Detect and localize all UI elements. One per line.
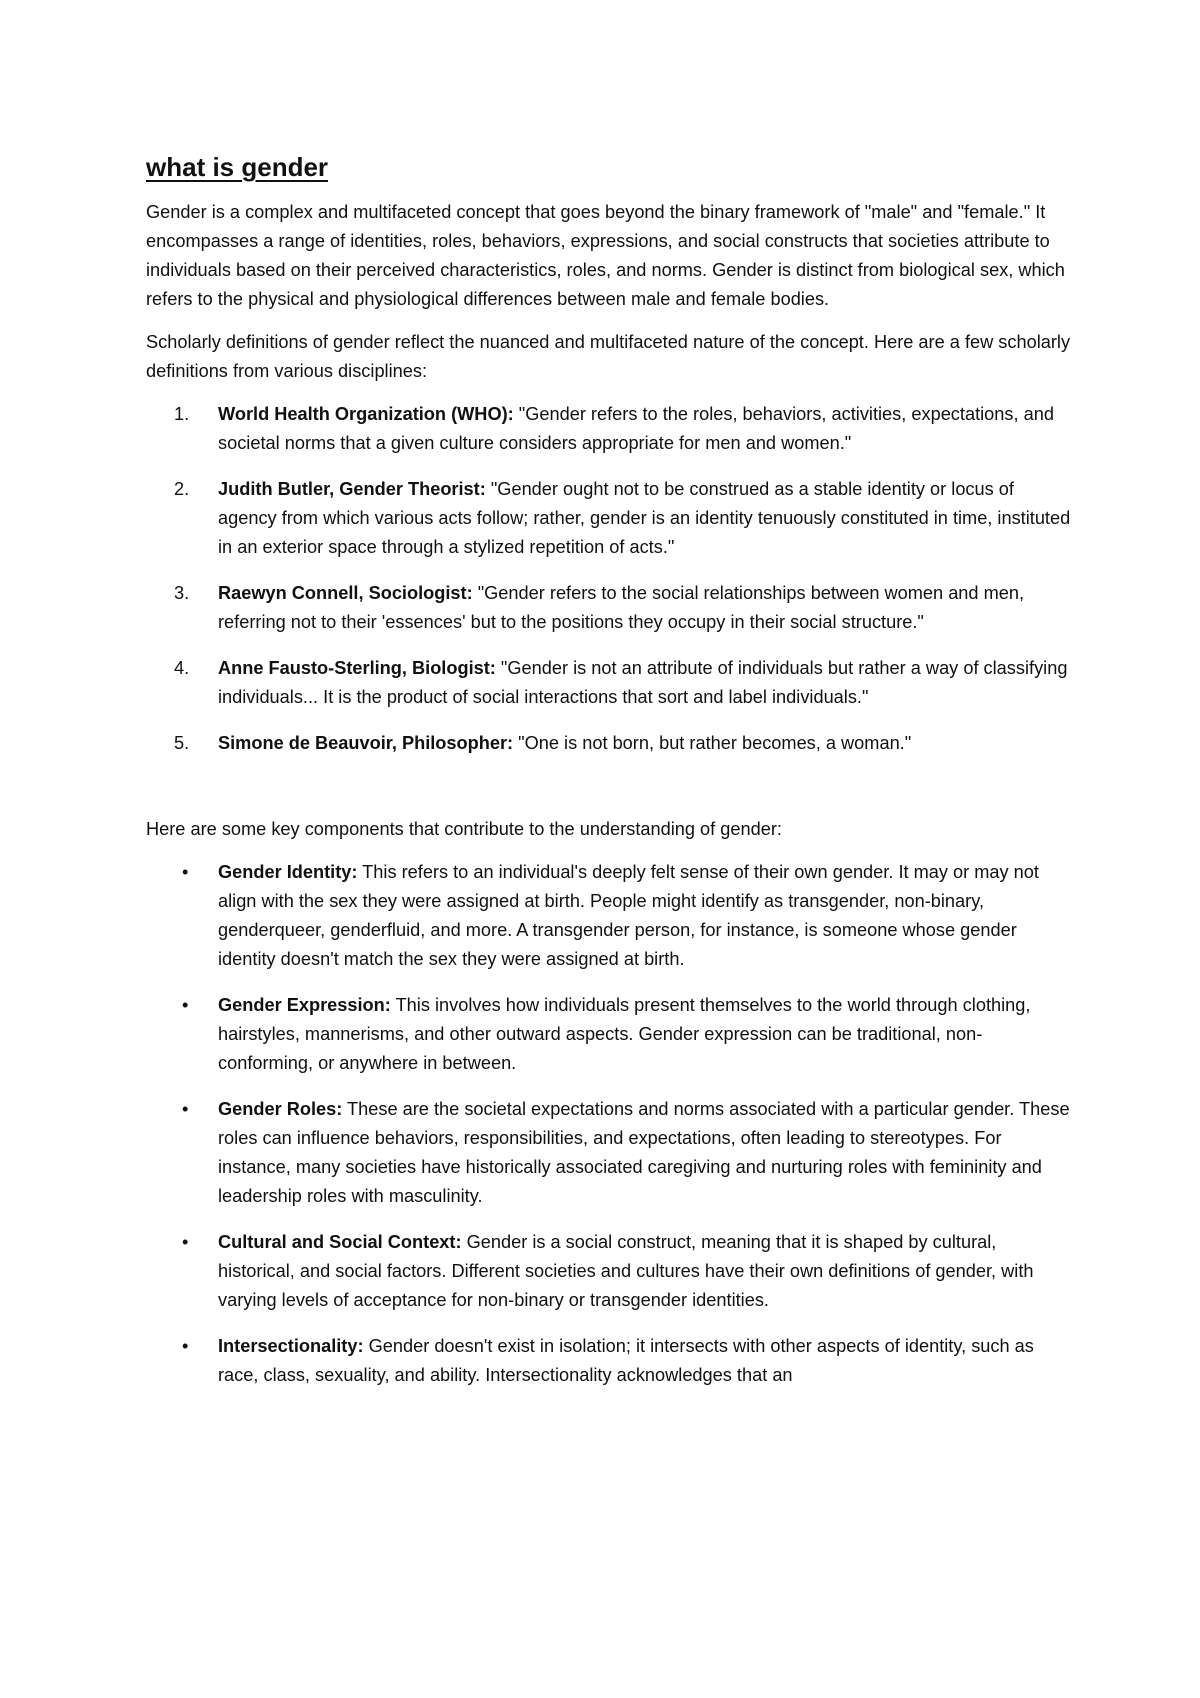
component-term: Cultural and Social Context:: [218, 1232, 462, 1252]
list-number: 3.: [174, 583, 190, 603]
definition-term: World Health Organization (WHO):: [218, 404, 514, 424]
component-item: [146, 1228, 1076, 1315]
definition-term: Simone de Beauvoir, Philosopher:: [218, 733, 514, 753]
document-title: what is gender: [146, 152, 329, 182]
definition-text: "Gender refers to the roles, behaviors, activities, expectations, and societal norms that a given culture considers appropriate for men and women.": [218, 404, 1054, 453]
component-term: Gender Identity:: [218, 862, 358, 882]
spacer: [146, 775, 1076, 815]
list-number: 1.: [174, 404, 190, 424]
definition-item: [146, 654, 1076, 712]
component-item: [146, 1095, 1076, 1211]
bullet-icon: •: [182, 995, 189, 1015]
component-text: Gender doesn't exist in isolation; it intersects with other aspects of identity, such as race, class, sexuality, and ability. Intersectionality acknowledges that an: [218, 1336, 1034, 1385]
definitions-list: [146, 400, 1076, 758]
bullet-icon: •: [182, 1336, 189, 1356]
component-term: Intersectionality:: [218, 1336, 364, 1356]
component-text: Gender is a social construct, meaning that it is shaped by cultural, historical, and social factors. Different societies and cultures have their own definitions of gender, with varying levels of acceptance for non-binary or transgender identities.: [218, 1232, 1034, 1310]
intro-paragraph: Gender is a complex and multifaceted concept that goes beyond the binary framework of "male" and "female." It encompasses a range of identities, roles, behaviors, expressions, and social constructs that societies attribute to individuals based on their perceived characteristics, roles, and norms. Gender is distinct from biological sex, which refers to the physical and physiological differences between male and female bodies.: [146, 202, 1065, 309]
component-item: [146, 1332, 1076, 1390]
definition-item: [146, 579, 1076, 637]
component-term: Gender Expression:: [218, 995, 391, 1015]
definition-term: Anne Fausto-Sterling, Biologist:: [218, 658, 496, 678]
definition-text: "One is not born, but rather becomes, a woman.": [513, 733, 912, 753]
scholarly-intro-paragraph: Scholarly definitions of gender reflect the nuanced and multifaceted nature of the concept. Here are a few scholarly definitions from various disciplines:: [146, 332, 1071, 381]
definition-item: [146, 729, 1076, 758]
component-item: [146, 991, 1076, 1078]
components-list: [146, 858, 1076, 1390]
component-text: This refers to an individual's deeply felt sense of their own gender. It may or may not align with the sex they were assigned at birth. People might identify as transgender, non-binary, genderqueer, genderfluid, and more. A transgender person, for instance, is someone whose gender identity doesn't match the sex they were assigned at birth.: [218, 862, 1039, 969]
component-term: Gender Roles:: [218, 1099, 343, 1119]
list-number: 4.: [174, 658, 190, 678]
component-item: [146, 858, 1076, 974]
components-intro-paragraph: Here are some key components that contribute to the understanding of gender:: [146, 819, 782, 839]
definition-text: "Gender refers to the social relationships between women and men, referring not to their 'essences' but to the positions they occupy in their social structure.": [218, 583, 1025, 632]
definition-text: "Gender ought not to be construed as a stable identity or locus of agency from which various acts follow; rather, gender is an identity tenuously constituted in time, instituted in an exterior space through a stylized repetition of acts.": [218, 479, 1071, 557]
bullet-icon: •: [182, 1099, 189, 1119]
bullet-icon: •: [182, 1232, 189, 1252]
definition-text: "Gender is not an attribute of individuals but rather a way of classifying individuals... It is the product of social interactions that sort and label individuals.": [218, 658, 1068, 707]
list-number: 2.: [174, 479, 190, 499]
definition-item: [146, 475, 1076, 562]
definition-term: Raewyn Connell, Sociologist:: [218, 583, 473, 603]
definition-term: Judith Butler, Gender Theorist:: [218, 479, 486, 499]
bullet-icon: •: [182, 862, 189, 882]
component-text: This involves how individuals present themselves to the world through clothing, hairstyles, mannerisms, and other outward aspects. Gender expression can be traditional, non-conforming, or anywhere in between.: [218, 995, 1031, 1073]
list-number: 5.: [174, 733, 190, 753]
component-text: These are the societal expectations and norms associated with a particular gender. These roles can influence behaviors, responsibilities, and expectations, often leading to stereotypes. For instance, many societies have historically associated caregiving and nurturing roles with femininity and leadership roles with masculinity.: [218, 1099, 1070, 1206]
definition-item: [146, 400, 1076, 458]
document-page: [146, 150, 1076, 1407]
